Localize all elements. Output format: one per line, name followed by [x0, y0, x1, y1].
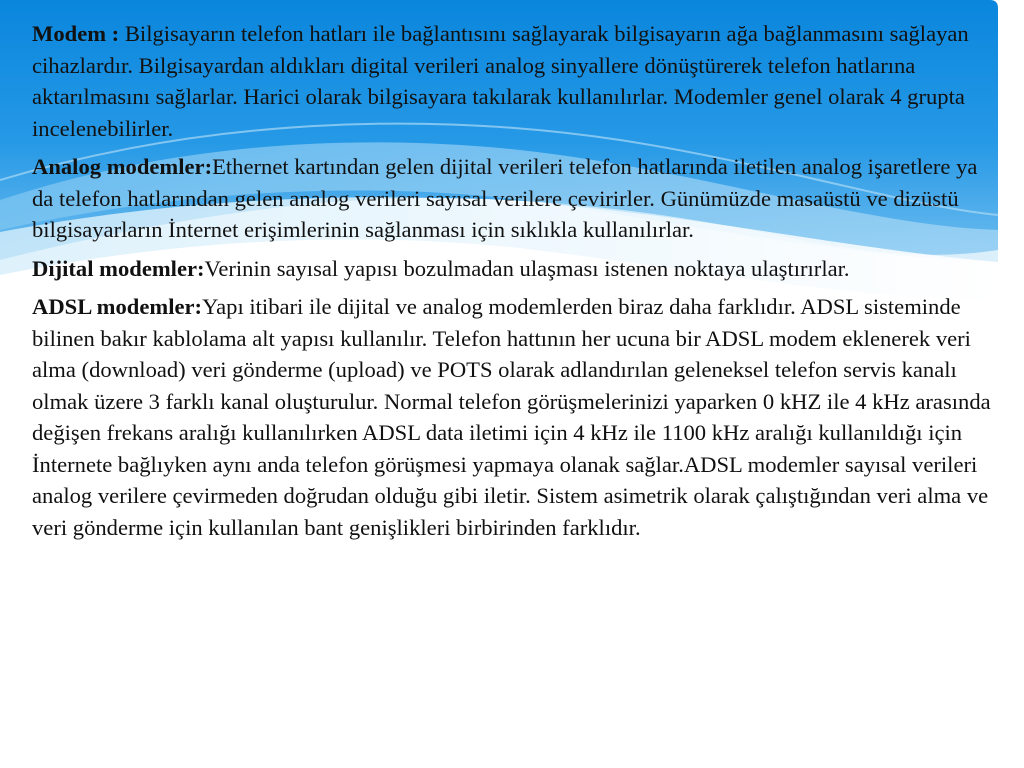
- definition-modem: Bilgisayarın telefon hatları ile bağlantısını sağlayarak bilgisayarın ağa bağlanmasını sağlayan cihazlardır. Bilgisayardan aldıkları digital verileri analog sinyallere dönüştürerek telefon hatlarına aktarılmasını sağlarlar. Harici olarak bilgisayara takılarak kullanılırlar. Modemler genel olarak 4 grupta incelenebilirler.: [32, 21, 969, 141]
- paragraph-modem: [32, 18, 1004, 144]
- paragraph-adsl-modem: [32, 291, 1004, 543]
- term-adsl-modem: ADSL modemler:: [32, 294, 203, 319]
- definition-analog-modem: Ethernet kartından gelen dijital verileri telefon hatlarında iletilen analog işaretlere ya da telefon hatlarından gelen analog verileri sayısal verilere çevirirler. Günümüzde masaüstü ve dizüstü bilgisayarların İnternet erişimlerinin sağlanması için sıklıkla kullanılırlar.: [32, 154, 978, 242]
- paragraph-analog-modem: [32, 151, 1004, 246]
- term-analog-modem: Analog modemler:: [32, 154, 213, 179]
- term-digital-modem: Dijital modemler:: [32, 255, 205, 281]
- paragraph-digital-modem: [32, 253, 1004, 285]
- term-modem: Modem :: [32, 21, 125, 46]
- definition-digital-modem: Verinin sayısal yapısı bozulmadan ulaşması istenen noktaya ulaştırırlar.: [204, 255, 850, 281]
- body-text: [32, 18, 1004, 550]
- definition-adsl-modem: Yapı itibari ile dijital ve analog modemlerden biraz daha farklıdır. ADSL sisteminde bilinen bakır kablolama alt yapısı kullanılır. Telefon hattının her ucuna bir ADSL modem eklenerek veri alma (download) veri gönderme (upload) ve POTS olarak adlandırılan geleneksel telefon servis kanalı olmak üzere 3 farklı kanal oluşturulur. Normal telefon görüşmelerinizi yaparken 0 kHZ ile 4 kHz arasında değişen frekans aralığı kullanılırken ADSL data iletimi için 4 kHz ile 1100 kHz aralığı kullanıldığı için İnternete bağlıyken aynı anda telefon görüşmesi yapmaya olanak sağlar.ADSL modemler sayısal verileri analog verilere çevirmeden doğrudan olduğu gibi iletir. Sistem asimetrik olarak çalıştığından veri alma ve veri gönderme için kullanılan bant genişlikleri birbirinden farklıdır.: [32, 294, 991, 540]
